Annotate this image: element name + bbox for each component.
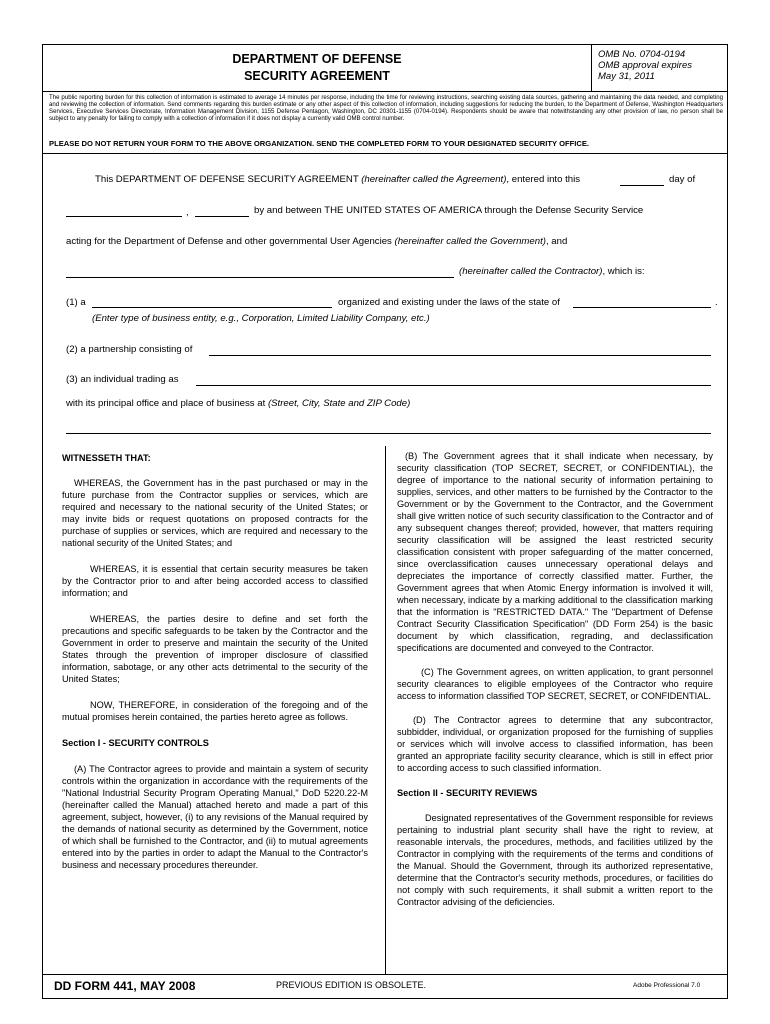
form-title — [43, 45, 591, 91]
title-line-1: DEPARTMENT OF DEFENSE — [232, 52, 402, 66]
acting-italic: (hereinafter called the Government) — [394, 236, 546, 247]
contractor-line — [459, 266, 645, 277]
intro-text: This DEPARTMENT OF DEFENSE SECURITY AGREEMENT — [95, 174, 362, 185]
acting-text: acting for the Department of Defense and other governmental User Agencies — [66, 236, 395, 247]
form-id: DD FORM 441, MAY 2008 — [54, 979, 196, 993]
acting-end: , and — [545, 236, 568, 247]
software-note: Adobe Professional 7.0 — [633, 982, 701, 989]
column-divider — [385, 446, 386, 974]
return-notice: PLEASE DO NOT RETURN YOUR FORM TO THE ABOVE ORGANIZATION. SEND THE COMPLETED FORM TO YOUR DESIGNATED SECURITY OFFICE. — [49, 139, 590, 148]
burden-statement: The public reporting burden for this collection of information is estimated to average 14 minutes per response, including the time for reviewing instructions, searching existing data sources, gathering and maintaining the data needed, and completing and reviewing the collection of information. Send comments regarding this burden estimate or any other aspect of this collection of information, including suggestions for reducing the burden, to the Department of Defense, Washington Headquarters Services, Executive Services Directorate, Information Management Division, 1155 Defense Pentagon, Washington, DC 20301-1155 (0704-0194). Respondents should be aware that notwithstanding any other provision of law, no person shall be subject to any penalty for failing to comply with a collection of information if it does not display a currently valid OMB control number. — [49, 94, 723, 122]
state-field[interactable] — [573, 307, 711, 308]
partnership-field[interactable] — [209, 355, 711, 356]
title-line-2: SECURITY AGREEMENT — [244, 69, 390, 83]
item2-label: (2) a partnership consisting of — [66, 344, 193, 355]
whereas-2: WHEREAS, it is essential that certain security measures be taken by the Contractor prior to and after being accorded access to classified information; and — [62, 564, 368, 598]
footer-rule — [43, 974, 727, 975]
business-entity-field[interactable] — [92, 307, 332, 308]
omb-info — [598, 49, 692, 82]
notice-rule — [43, 153, 727, 154]
principal-text: with its principal office and place of business at — [66, 398, 268, 409]
right-column — [397, 450, 713, 908]
acting-line — [66, 236, 567, 247]
contractor-name-field[interactable] — [66, 277, 454, 278]
section-1-b: (B) The Government agrees that it shall indicate when necessary, by security classification (TOP SECRET, SECRET, or CONFIDENTIAL), the degree of importance to the national security of information pertaining to supplies, services, and other matters to be furnished by the Contractor to the Government or by the Government to the Contractor, and the Government shall give written notice of such security classification to the Contractor and of any subsequent changes thereof; provided, however, that matters requiring security classification will be assigned the least restricted security classification consistent with proper safeguarding of the matter concerned, since overclassification causes unnecessary operational delays and depreciates the importance of correctly classified matter. Further, the Government agrees that when Atomic Energy information is involved it will, when necessary, indicate by a marking additional to the classification marking that the information is "RESTRICTED DATA." The "Department of Defense Contract Security Classification Specification" (DD Form 254) is the basic document by which classification, regrading, and declassification specifications are documented and conveyed to the Contractor. — [397, 451, 713, 653]
agreement-intro — [95, 174, 580, 185]
whereas-3: WHEREAS, the parties desire to define and set forth the precautions and specific safeguards to be taken by the Contractor and the Government in order to preserve and maintain the security of the United States through the prevention of improper disclosure of classified information, sabotage, or any other acts detrimental to the security of the United States; — [62, 614, 368, 684]
contractor-italic: (hereinafter called the Contractor) — [459, 266, 603, 277]
section-2-heading: Section II - SECURITY REVIEWS — [397, 788, 538, 798]
item1-hint — [92, 313, 430, 324]
principal-office-label — [66, 398, 410, 409]
day-of-label: day of — [669, 174, 696, 185]
header-divider — [591, 45, 592, 91]
trading-as-field[interactable] — [196, 385, 711, 386]
contractor-end: , which is: — [602, 266, 645, 277]
section-2-text: Designated representatives of the Government responsible for reviews pertaining to industrial plant security shall have the right to review, at reasonable intervals, the procedures, methods, and facilities utilized by the Contractor in complying with the requirements of the terms and conditions of the Manual. Should the Government, through its authorized representative, determine that the Contractor's security methods, procedures, or facilities do not comply with such requirements, it shall submit a written report to the Contractor advising of the deficiencies. — [397, 813, 713, 907]
principal-address-field[interactable] — [66, 433, 711, 434]
item1-state-label: organized and existing under the laws of the state of — [338, 297, 560, 308]
header-rule — [43, 91, 727, 92]
intro-text-end: , entered into this — [506, 174, 581, 185]
month-field[interactable] — [66, 216, 182, 217]
witnesseth-heading: WITNESSETH THAT: — [62, 453, 151, 463]
principal-italic: (Street, City, State and ZIP Code) — [267, 398, 411, 409]
omb-expires-date: May 31, 2011 — [598, 71, 655, 82]
section-1-d: (D) The Contractor agrees to determine that any subcontractor, subbidder, individual, or organization proposed for the furnishing of supplies or services which will involve access to classified information, has been granted an appropriate facility security clearance, which is still in effect prior to according access to such classified information. — [397, 715, 713, 773]
omb-expires-label: OMB approval expires — [598, 60, 692, 71]
left-column — [62, 452, 368, 871]
whereas-1: WHEREAS, the Government has in the past purchased or may in the future purchase from the Contractor supplies or services, which are required and necessary to the national security of the United States; or may invite bids or request quotations on proposed contracts for the purchase of supplies or services, which are required and necessary to the national security of the United States; and — [62, 478, 368, 548]
obsolete-note: PREVIOUS EDITION IS OBSOLETE. — [276, 980, 427, 990]
item1-hint-text: (Enter type of business entity, e.g., Corporation, Limited Liability Company, etc.) — [92, 313, 430, 324]
comma: , — [186, 207, 189, 218]
section-1-a: (A) The Contractor agrees to provide and maintain a system of security controls within the organization in accordance with the requirements of the "National Industrial Security Program Operating Manual," DoD 5220.22-M (hereinafter called the Manual) attached hereto and made a part of this agreement, subject, however, (i) to any revisions of the Manual required by the demands of national security as determined by the Government, notice of which shall be furnished to the Contractor, and (ii) to mutual agreements entered into by the parties in order to adapt the Manual to the Contractor's business and necessary procedures thereunder. — [62, 764, 368, 870]
day-field[interactable] — [620, 185, 664, 186]
item1-label: (1) a — [66, 297, 86, 308]
by-and-between: by and between THE UNITED STATES OF AMERICA through the Defense Security Service — [254, 205, 644, 216]
item3-label: (3) an individual trading as — [66, 374, 179, 385]
intro-italic: (hereinafter called the Agreement) — [361, 174, 507, 185]
year-field[interactable] — [195, 216, 249, 217]
section-1-heading: Section I - SECURITY CONTROLS — [62, 738, 209, 748]
section-1-c: (C) The Government agrees, on written application, to grant personnel security clearances to eligible employees of the Contractor who require access to information classified TOP SECRET, SECRET, or CONFIDENTIAL. — [397, 667, 713, 701]
item1-period: . — [715, 297, 718, 308]
now-therefore: NOW, THEREFORE, in consideration of the foregoing and of the mutual promises herein contained, the parties hereto agree as follows. — [62, 700, 368, 722]
omb-number: OMB No. 0704-0194 — [598, 49, 686, 60]
